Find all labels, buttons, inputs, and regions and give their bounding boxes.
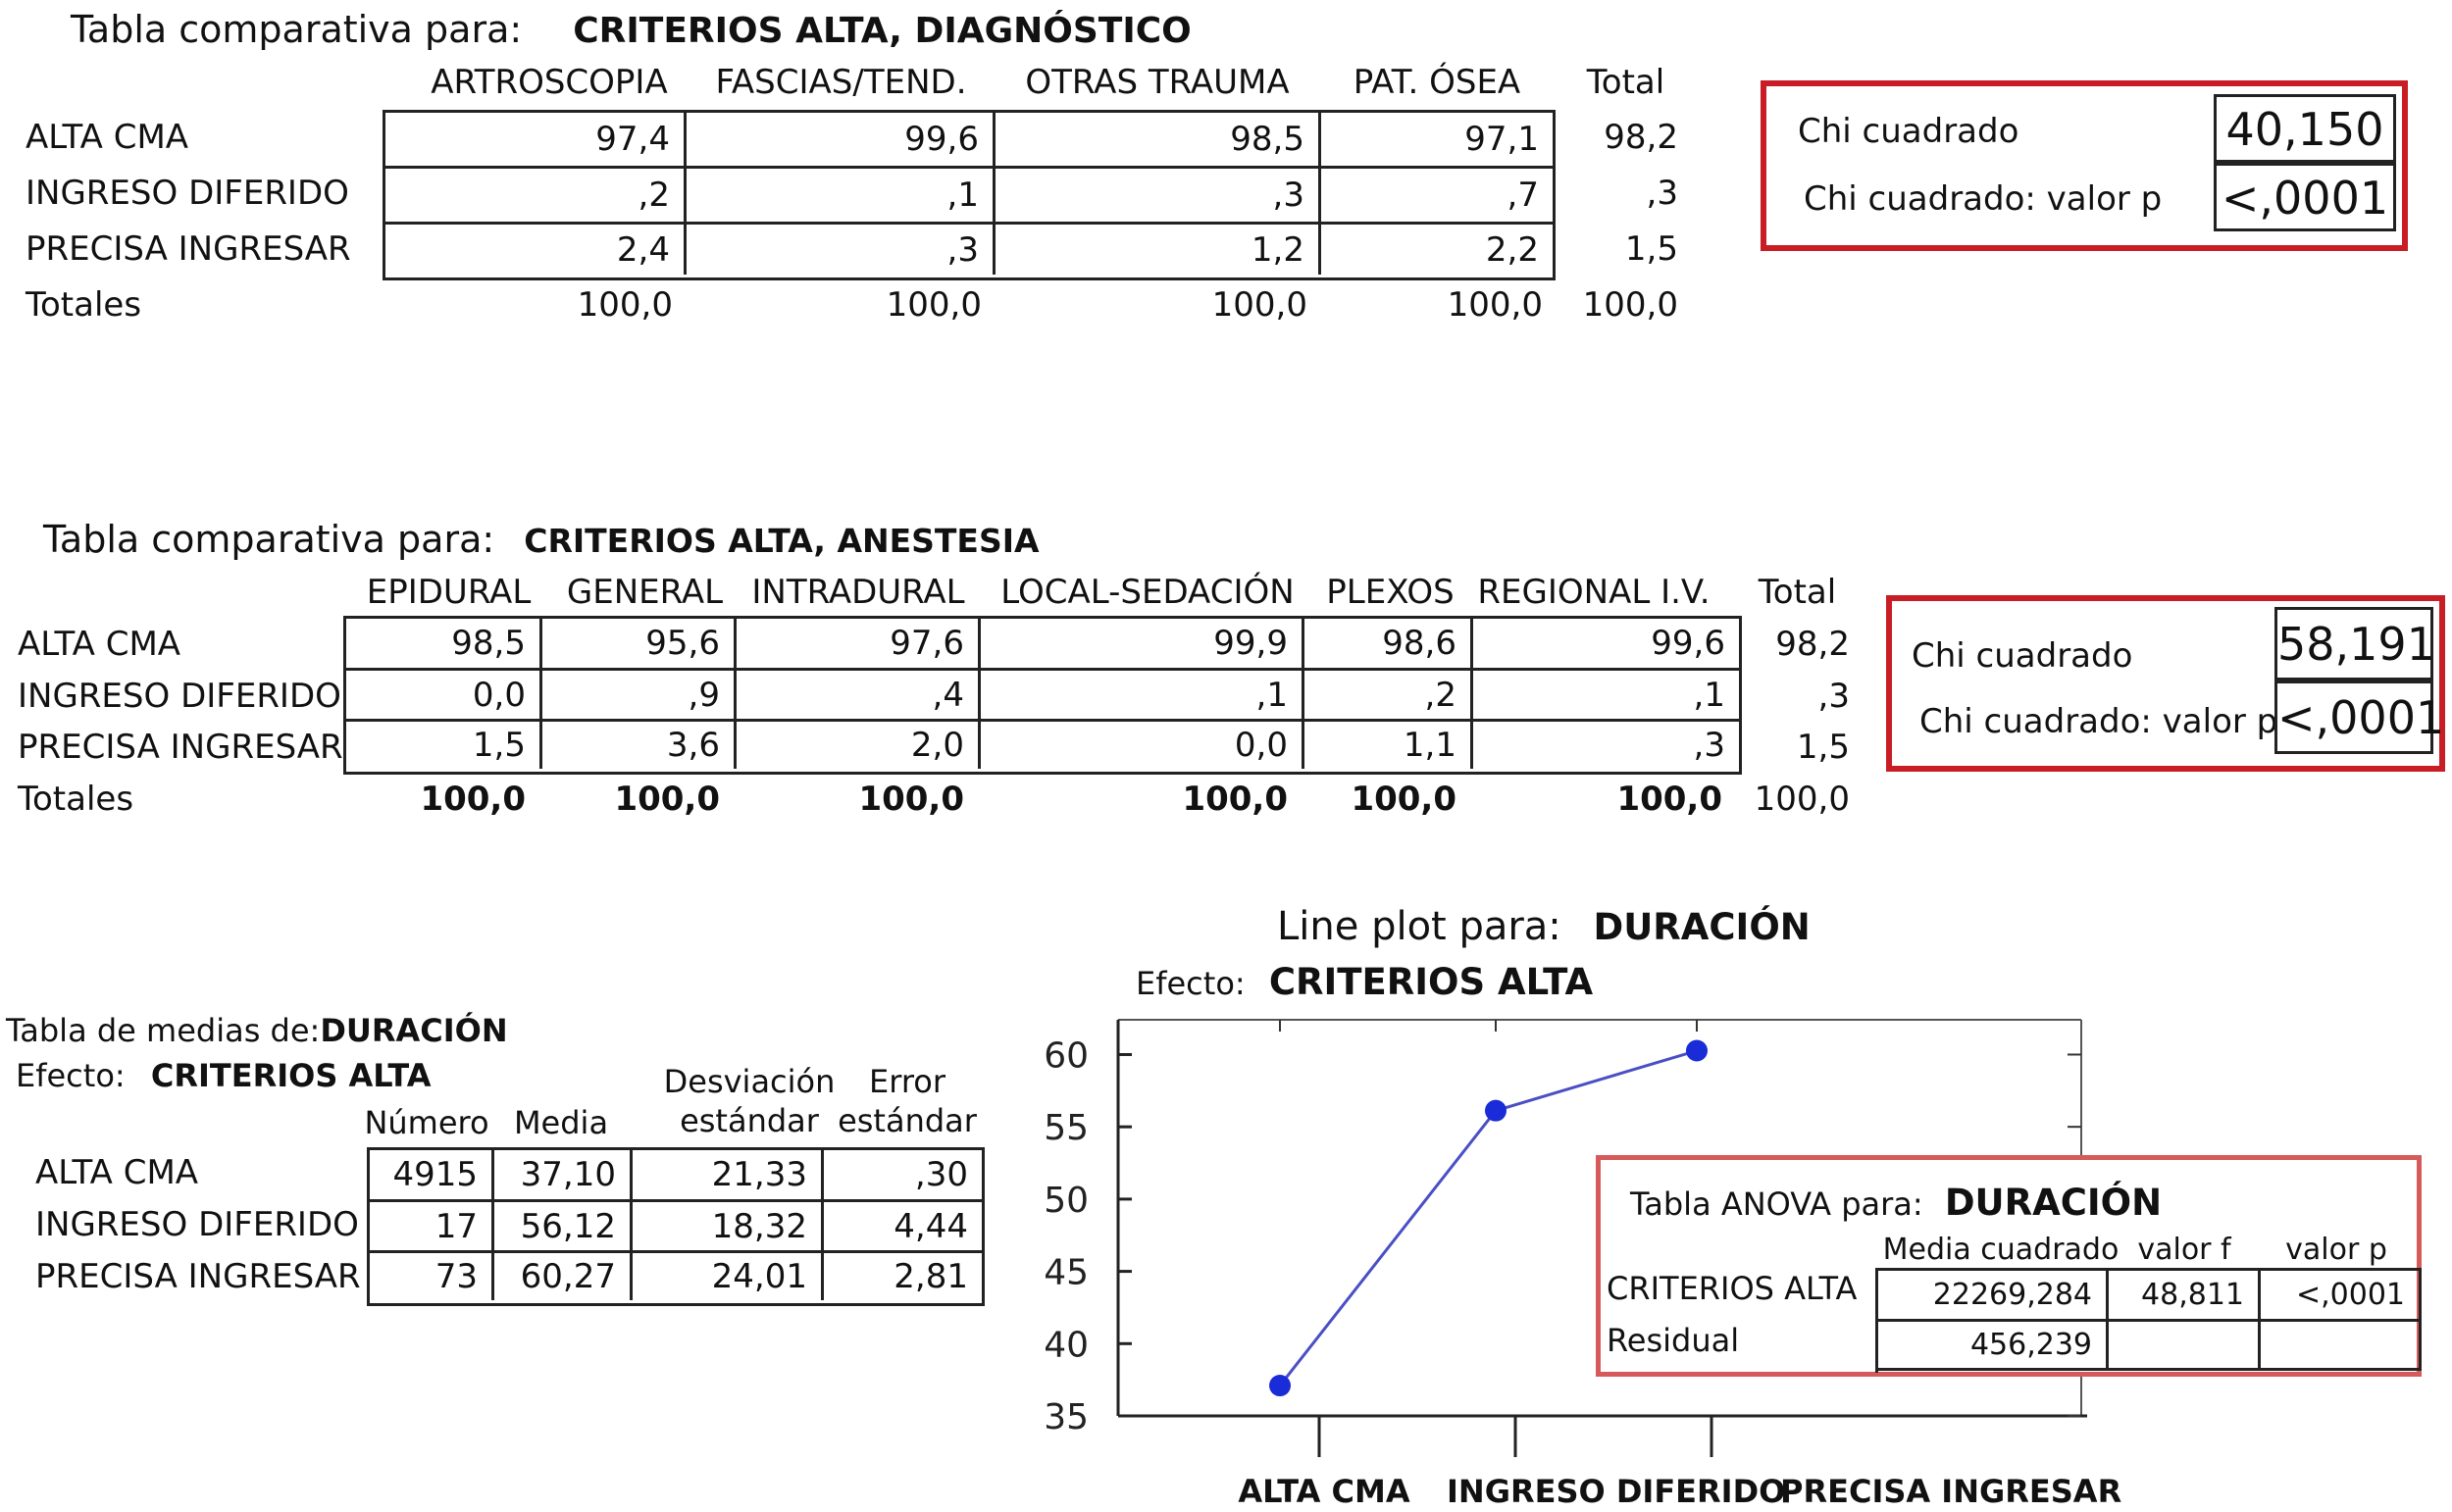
chart-effect-prefix: Efecto: <box>1136 965 1246 1002</box>
table1-cell: 98,5 <box>996 113 1321 169</box>
table2-cell: 95,6 <box>542 619 737 671</box>
anova-header: Media cuadrado <box>1882 1233 2120 1267</box>
x-tick-label: INGRESO DIFERIDO <box>1447 1473 1786 1510</box>
chi-square-value: 40,150 <box>2214 94 2396 163</box>
means-header-media: Media <box>513 1104 609 1141</box>
means-header-err-2: estándar <box>838 1102 977 1139</box>
table2-title <box>43 518 1040 561</box>
table1-cell: ,7 <box>1321 169 1553 225</box>
chi-square-p-label: Chi cuadrado: valor p <box>1804 179 2163 219</box>
table1-col-header: PAT. ÓSEA <box>1353 63 1521 102</box>
table1-totals-cell: 100,0 <box>1447 285 1543 325</box>
table2-totals-label: Totales <box>18 780 134 819</box>
table1-cell: ,1 <box>687 169 996 225</box>
table2-cell: 99,9 <box>981 619 1304 671</box>
chart-title-prefix: Line plot para: <box>1277 904 1561 949</box>
anova-header: valor f <box>2137 1233 2231 1267</box>
x-tick-label: ALTA CMA <box>1238 1473 1410 1510</box>
means-row-label: INGRESO DIFERIDO <box>35 1205 359 1244</box>
table1-total-cell: ,3 <box>1646 174 1678 213</box>
table2-cell: ,9 <box>542 671 737 722</box>
table1-cell: 2,2 <box>1485 230 1539 270</box>
table2-col-header: LOCAL-SEDACIÓN <box>1000 573 1295 612</box>
table1-grid <box>383 110 1556 280</box>
table2-totals-cell: 100,0 <box>420 780 526 819</box>
table2-cell: 1,5 <box>346 722 542 769</box>
chi-square-label: Chi cuadrado <box>1912 636 2133 676</box>
table2-cell: 3,6 <box>542 722 737 769</box>
means-cell: 24,01 <box>633 1253 824 1300</box>
y-tick-label: 40 <box>1044 1325 1089 1366</box>
anova-cell <box>2261 1322 2422 1371</box>
table2-col-header: EPIDURAL <box>366 573 532 612</box>
table2-cell: ,3 <box>1693 726 1725 765</box>
table1-title <box>71 8 1192 51</box>
means-cell: 4,44 <box>824 1202 982 1253</box>
table2-cell: ,1 <box>981 671 1304 722</box>
means-header-numero: Número <box>364 1104 489 1141</box>
anova-title <box>1630 1182 2162 1224</box>
means-effect-var: CRITERIOS ALTA <box>150 1057 432 1094</box>
table1-col-header: OTRAS TRAUMA <box>1025 63 1290 102</box>
table2-title-var: CRITERIOS ALTA, ANESTESIA <box>524 522 1040 560</box>
table1-totals-cell: 100,0 <box>1582 285 1678 325</box>
anova-box <box>1596 1155 2422 1377</box>
chi-square-value: 58,191 <box>2274 607 2433 680</box>
table2-totals-cell: 100,0 <box>858 780 964 819</box>
table2-col-header: INTRADURAL <box>751 573 965 612</box>
table1-title-var: CRITERIOS ALTA, DIAGNÓSTICO <box>573 11 1192 51</box>
means-row-label: PRECISA INGRESAR <box>35 1257 361 1296</box>
table1-cell: 1,2 <box>996 225 1321 275</box>
means-title-var: DURACIÓN <box>320 1012 508 1049</box>
y-tick-label: 50 <box>1044 1180 1089 1221</box>
anova-title-prefix: Tabla ANOVA para: <box>1630 1185 1923 1223</box>
means-row-label: ALTA CMA <box>35 1153 199 1192</box>
table1-total-header: Total <box>1586 63 1665 102</box>
table1-totals-cell: 100,0 <box>577 285 673 325</box>
means-cell: 2,81 <box>894 1257 968 1296</box>
table2-cell: ,4 <box>737 671 981 722</box>
table2-cell: ,1 <box>1473 671 1739 722</box>
means-cell: 4915 <box>370 1150 494 1202</box>
data-point <box>1269 1375 1291 1396</box>
anova-row-label: CRITERIOS ALTA <box>1607 1270 1858 1307</box>
chi-square-p-label: Chi cuadrado: valor p <box>1919 702 2278 741</box>
table1-row-label: INGRESO DIFERIDO <box>26 174 349 213</box>
table2-totals-cell: 100,0 <box>1182 780 1288 819</box>
y-tick-label: 55 <box>1044 1108 1089 1149</box>
table1-cell: ,3 <box>687 225 996 275</box>
table2-col-header: PLEXOS <box>1326 573 1455 612</box>
table2-totals-cell: 100,0 <box>614 780 720 819</box>
table2-cell: 1,1 <box>1304 722 1473 769</box>
chi-square-p-value: <,0001 <box>2274 680 2433 754</box>
table2-cell: 2,0 <box>737 722 981 769</box>
means-cell: 37,10 <box>494 1150 633 1202</box>
anova-cell: <,0001 <box>2261 1271 2422 1322</box>
means-cell: 18,32 <box>633 1202 824 1253</box>
chart-effect <box>1136 961 1593 1003</box>
table2-totals-cell: 100,0 <box>1616 780 1722 819</box>
means-header-err-1: Error <box>869 1063 945 1100</box>
data-point <box>1485 1100 1507 1122</box>
table2-cell: 0,0 <box>981 722 1304 769</box>
anova-grid <box>1875 1268 2422 1373</box>
table2-col-header: REGIONAL I.V. <box>1477 573 1711 612</box>
table1-row-label: ALTA CMA <box>26 118 189 157</box>
table1-total-cell: 98,2 <box>1604 118 1678 157</box>
means-title <box>6 1012 508 1049</box>
table1-cell: 97,1 <box>1321 113 1553 169</box>
chart-title-var: DURACIÓN <box>1593 906 1811 948</box>
anova-cell: 456,239 <box>1878 1322 2109 1371</box>
table2-total-cell: ,3 <box>1817 677 1850 716</box>
y-tick-label: 60 <box>1044 1035 1089 1077</box>
means-cell: 73 <box>370 1253 494 1300</box>
table2-chi-square-box <box>1886 595 2445 772</box>
means-cell: 17 <box>370 1202 494 1253</box>
table2-cell: ,2 <box>1304 671 1473 722</box>
table2-cell: 0,0 <box>346 671 542 722</box>
table1-chi-square-box <box>1761 80 2408 251</box>
table2-cell: 98,5 <box>346 619 542 671</box>
table2-cell: 99,6 <box>1473 619 1739 671</box>
means-header-desv-2: estándar <box>680 1102 819 1139</box>
table1-row-label: PRECISA INGRESAR <box>26 229 351 269</box>
means-effect-prefix: Efecto: <box>16 1057 126 1094</box>
table1-totals-cell: 100,0 <box>1211 285 1307 325</box>
y-tick-label: 35 <box>1044 1397 1089 1437</box>
means-title-prefix: Tabla de medias de: <box>6 1012 321 1049</box>
table2-totals-cell: 100,0 <box>1754 780 1850 819</box>
table1-cell: 99,6 <box>687 113 996 169</box>
table1-totals-label: Totales <box>26 285 142 325</box>
table1-total-cell: 1,5 <box>1624 229 1678 269</box>
table1-title-prefix: Tabla comparativa para: <box>71 8 523 51</box>
means-grid <box>367 1147 985 1306</box>
table2-total-cell: 98,2 <box>1775 625 1850 664</box>
data-point <box>1686 1040 1708 1062</box>
table1-col-header: ARTROSCOPIA <box>431 63 668 102</box>
table2-row-label: ALTA CMA <box>18 625 181 664</box>
table2-cell: 98,6 <box>1304 619 1473 671</box>
anova-header: valor p <box>2285 1233 2387 1267</box>
table1-cell: 97,4 <box>385 113 687 169</box>
chi-square-label: Chi cuadrado <box>1798 112 2019 151</box>
chart-effect-var: CRITERIOS ALTA <box>1268 961 1594 1003</box>
table2-total-header: Total <box>1758 573 1837 612</box>
table1-totals-cell: 100,0 <box>886 285 982 325</box>
table2-total-cell: 1,5 <box>1796 728 1850 767</box>
table2-totals-cell: 100,0 <box>1351 780 1456 819</box>
means-cell: ,30 <box>824 1150 982 1202</box>
means-effect <box>16 1057 431 1094</box>
means-cell: 56,12 <box>494 1202 633 1253</box>
anova-title-var: DURACIÓN <box>1944 1182 2163 1224</box>
means-cell: 21,33 <box>633 1150 824 1202</box>
anova-cell: 22269,284 <box>1878 1271 2109 1322</box>
table1-cell: ,2 <box>385 169 687 225</box>
anova-cell: 48,811 <box>2109 1271 2261 1322</box>
x-tick-label: PRECISA INGRESAR <box>1780 1473 2122 1510</box>
table1-cell: 2,4 <box>385 225 687 275</box>
chart-title <box>1277 904 1811 949</box>
table2-row-label: PRECISA INGRESAR <box>18 728 343 767</box>
table2-cell: 97,6 <box>737 619 981 671</box>
table1-cell: ,3 <box>996 169 1321 225</box>
table2-grid <box>343 616 1742 775</box>
table2-col-header: GENERAL <box>566 573 724 612</box>
chi-square-p-value: <,0001 <box>2214 163 2396 231</box>
y-tick-label: 45 <box>1044 1252 1089 1293</box>
table2-title-prefix: Tabla comparativa para: <box>43 518 495 561</box>
means-header-desv-1: Desviación <box>663 1063 836 1100</box>
table1-col-header: FASCIAS/TEND. <box>715 63 967 102</box>
anova-cell <box>2109 1322 2261 1371</box>
anova-row-label: Residual <box>1607 1322 1740 1359</box>
means-cell: 60,27 <box>494 1253 633 1300</box>
table2-row-label: INGRESO DIFERIDO <box>18 677 341 716</box>
